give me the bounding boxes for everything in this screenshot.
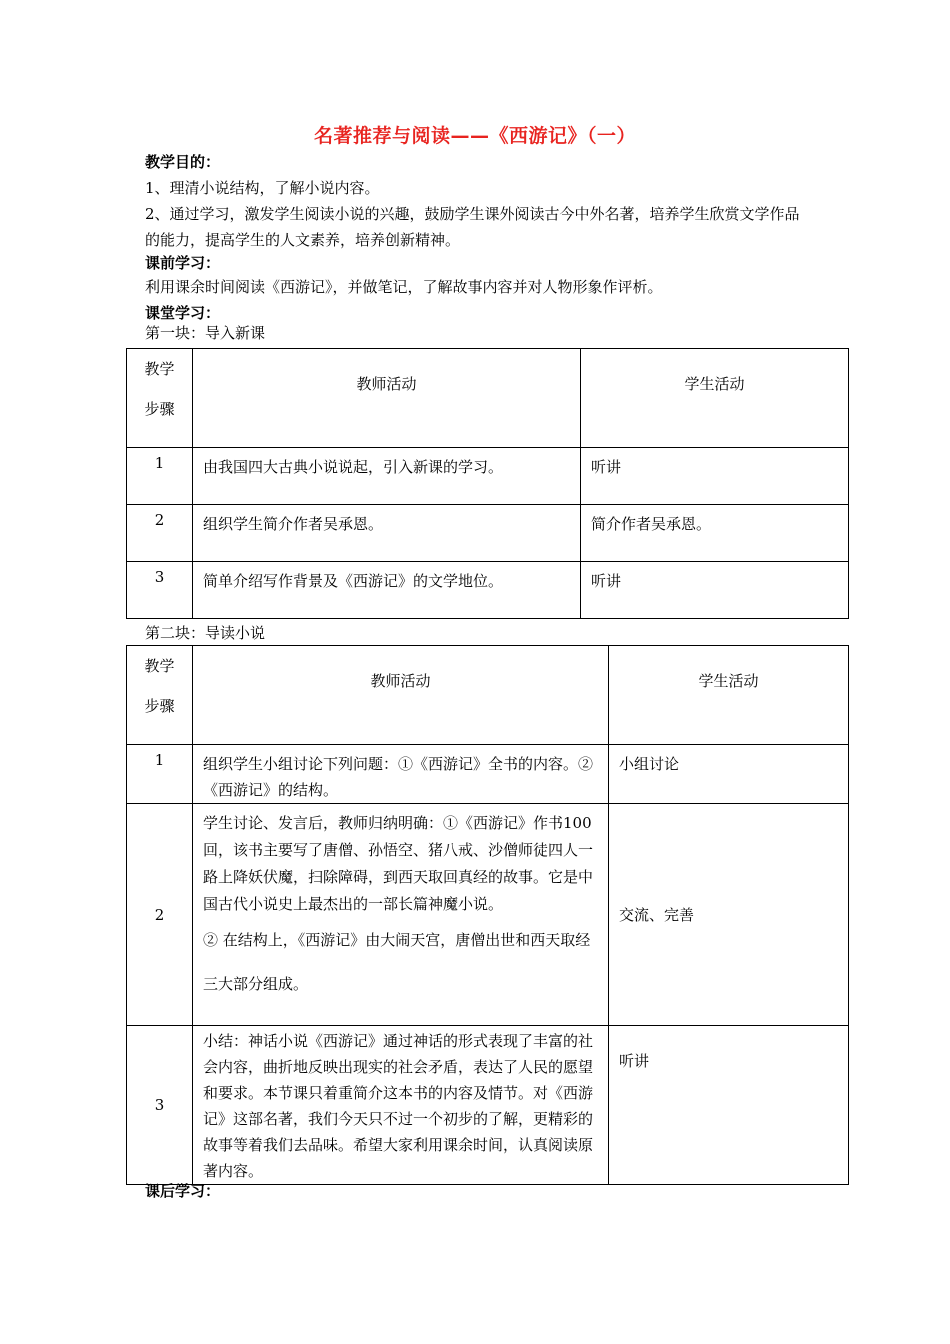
step-number: 1	[127, 448, 193, 505]
step-header-line2: 步骤	[144, 400, 175, 418]
preclass-heading: 课前学习：	[145, 254, 221, 272]
step-header-line1: 教学	[144, 657, 175, 675]
student-activity: 听讲	[609, 1026, 849, 1185]
student-header: 学生活动	[581, 349, 849, 448]
teacher-activity: 小结：神话小说《西游记》通过神话的形式表现了丰富的社会内容，曲折地反映出现实的社会矛盾，表达了人民的愿望和要求。本节课只着重简介这本书的内容及情节。对《西游记》这部名著，我们今天只不过一个初步的了解，更精彩的故事等着我们去品味。希望大家利用课余时间，认真阅读原著内容。	[193, 1026, 609, 1185]
table-header-row	[127, 349, 849, 448]
table-row	[127, 1026, 849, 1185]
step-header	[127, 646, 193, 745]
table-header-row	[127, 646, 849, 745]
teacher-header: 教师活动	[193, 646, 609, 745]
student-activity: 听讲	[581, 448, 849, 505]
step-number: 2	[127, 804, 193, 1026]
step-number: 2	[127, 505, 193, 562]
step-number: 3	[127, 1026, 193, 1185]
block2-label: 第二块：导读小说	[145, 624, 266, 642]
inclass-heading: 课堂学习：	[145, 304, 221, 322]
student-activity: 交流、完善	[609, 804, 849, 1026]
preclass-text: 利用课余时间阅读《西游记》，并做笔记，了解故事内容并对人物形象作评析。	[145, 278, 663, 296]
teacher-activity: 由我国四大古典小说说起，引入新课的学习。	[193, 448, 581, 505]
step-number: 3	[127, 562, 193, 619]
table-row	[127, 505, 849, 562]
student-activity: 简介作者吴承恩。	[581, 505, 849, 562]
student-activity: 听讲	[581, 562, 849, 619]
goal-item-2: 2、通过学习，激发学生阅读小说的兴趣，鼓励学生课外阅读古今中外名著，培养学生欣赏文学作品的能力，提高学生的人文素养，培养创新精神。	[145, 205, 800, 249]
block1-label: 第一块：导入新课	[145, 324, 266, 342]
step-number: 1	[127, 745, 193, 804]
student-header: 学生活动	[609, 646, 849, 745]
table-row	[127, 448, 849, 505]
teacher-activity-part1: 学生讨论、发言后，教师归纳明确：①《西游记》作书100回，该书主要写了唐僧、孙悟空、猪八戒、沙僧师徒四人一路上降妖伏魔，扫除障碍，到西天取回真经的故事。它是中国古代小说史上最杰出的一部长篇神魔小说。	[203, 814, 594, 913]
step-header	[127, 349, 193, 448]
step-header-line2: 步骤	[144, 697, 175, 715]
goals-heading: 教学目的：	[145, 153, 221, 171]
teacher-activity	[193, 804, 609, 1026]
teacher-activity-part2: ② 在结构上，《西游记》由大闹天宫，唐僧出世和西天取经三大部分组成。	[203, 931, 591, 993]
teacher-header: 教师活动	[193, 349, 581, 448]
teacher-activity: 组织学生小组讨论下列问题：①《西游记》全书的内容。②《西游记》的结构。	[193, 745, 609, 804]
afterclass-heading: 课后学习：	[145, 1182, 221, 1200]
teacher-activity: 组织学生简介作者吴承恩。	[193, 505, 581, 562]
block2-table	[126, 645, 849, 1185]
goal-item-1: 1、理清小说结构，了解小说内容。	[145, 179, 380, 197]
teacher-activity: 简单介绍写作背景及《西游记》的文学地位。	[193, 562, 581, 619]
step-header-line1: 教学	[144, 360, 175, 378]
page-title: 名著推荐与阅读——《西游记》（一）	[313, 125, 636, 147]
block1-table	[126, 348, 849, 619]
student-activity: 小组讨论	[609, 745, 849, 804]
table-row	[127, 804, 849, 1026]
table-row	[127, 562, 849, 619]
table-row	[127, 745, 849, 804]
